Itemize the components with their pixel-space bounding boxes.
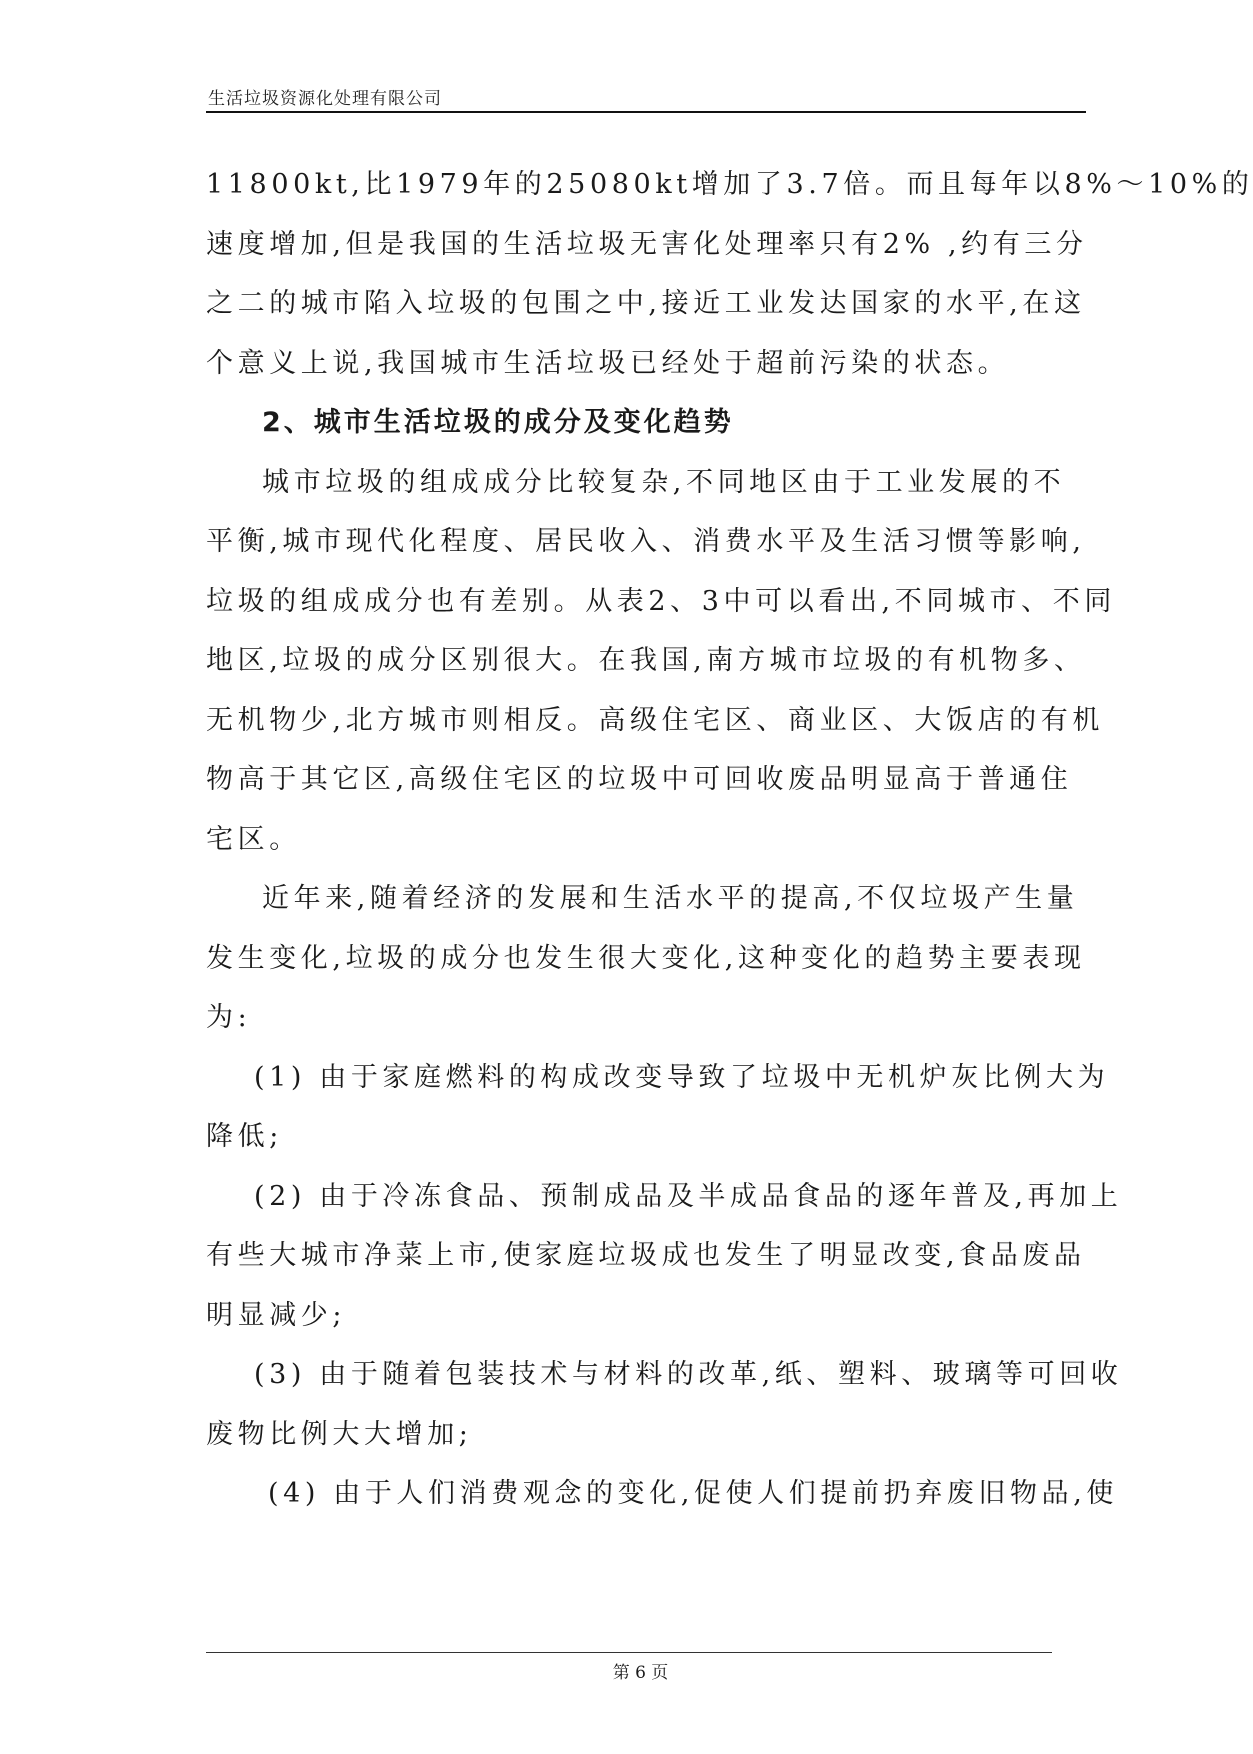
body-line: 物高于其它区,高级住宅区的垃圾中可回收废品明显高于普通住: [206, 764, 1073, 795]
section-heading: 2、城市生活垃圾的成分及变化趋势: [262, 407, 734, 438]
list-item-3: (3) 由于随着包装技术与材料的改革,纸、塑料、玻璃等可回收: [254, 1359, 1123, 1390]
footer-divider: [206, 1652, 1052, 1653]
body-line: 明显减少;: [206, 1299, 347, 1331]
body-line: 废物比例大大增加;: [206, 1418, 473, 1450]
body-line: 发生变化,垃圾的成分也发生很大变化,这种变化的趋势主要表现: [206, 942, 1086, 974]
body-line: 平衡,城市现代化程度、居民收入、消费水平及生活习惯等影响,: [206, 526, 1086, 557]
body-line: 速度增加,但是我国的生活垃圾无害化处理率只有2% ,约有三分: [206, 228, 1088, 260]
list-item-1: (1) 由于家庭燃料的构成改变导致了垃圾中无机炉灰比例大为: [254, 1061, 1110, 1093]
body-line: 之二的城市陷入垃圾的包围之中,接近工业发达国家的水平,在这: [206, 288, 1086, 319]
body-line: 城市垃圾的组成成分比较复杂,不同地区由于工业发展的不: [262, 466, 1066, 498]
body-line: 宅区。: [206, 823, 301, 855]
body-line: 近年来,随着经济的发展和生活水平的提高,不仅垃圾产生量: [262, 883, 1079, 914]
page-number: 第 6 页: [612, 1663, 669, 1683]
body-line: 有些大城市净菜上市,使家庭垃圾成也发生了明显改变,食品废品: [206, 1240, 1086, 1271]
document-body: [206, 155, 1253, 1524]
body-line: 11800kt,比1979年的25080kt增加了3.7倍。而且每年以8%～10%的: [206, 169, 1253, 200]
header-company-name: 生活垃圾资源化处理有限公司: [208, 89, 442, 109]
body-line: 地区,垃圾的成分区别很大。在我国,南方城市垃圾的有机物多、: [206, 645, 1086, 676]
body-line: 个意义上说,我国城市生活垃圾已经处于超前污染的状态。: [206, 347, 1010, 379]
body-line: 为:: [206, 1002, 252, 1033]
body-line: 降低;: [206, 1121, 283, 1152]
list-item-4: (4) 由于人们消费观念的变化,促使人们提前扔弃废旧物品,使: [268, 1478, 1118, 1509]
body-line: 无机物少,北方城市则相反。高级住宅区、商业区、大饭店的有机: [206, 704, 1104, 736]
body-line: 垃圾的组成成分也有差别。从表2、3中可以看出,不同城市、不同: [206, 585, 1116, 617]
header-divider: [206, 111, 1086, 113]
list-item-2: (2) 由于冷冻食品、预制成品及半成品食品的逐年普及,再加上: [254, 1180, 1123, 1212]
